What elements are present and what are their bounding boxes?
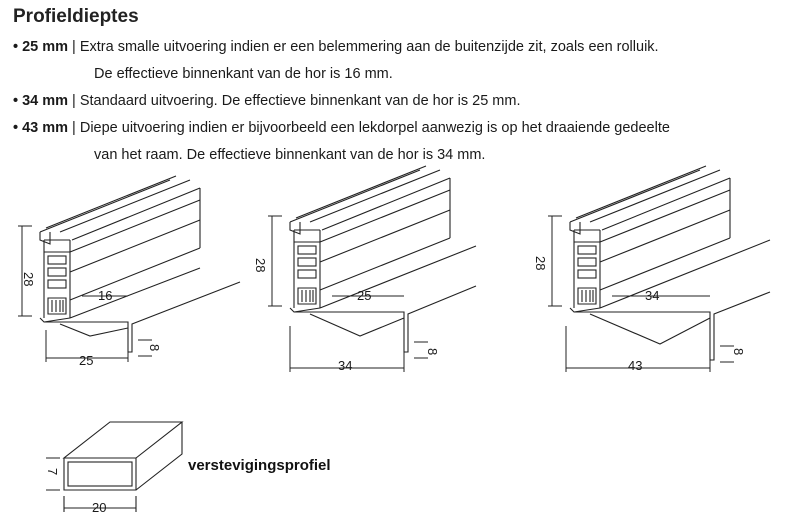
list-item: • 43 mm | Diepe uitvoering indien er bijvoorbeeld een lekdorpel aanwezig is op het draaiende gedeelte (13, 120, 670, 136)
dim-depth: 25 (79, 353, 94, 368)
dim-height: 28 (533, 256, 548, 271)
dim-inner: 16 (98, 288, 113, 303)
profile-drawing-34mm (268, 166, 476, 372)
page-title: Profieldieptes (13, 6, 139, 27)
dim-flange: 8 (425, 348, 440, 356)
profile-drawing-43mm (548, 166, 770, 372)
dim-inner: 34 (645, 288, 660, 303)
dim-height: 7 (45, 468, 60, 476)
profile-drawing-25mm (18, 176, 240, 362)
dim-width: 20 (92, 500, 107, 515)
dim-flange: 8 (147, 344, 162, 352)
size-label: 34 mm (22, 93, 69, 109)
list-item: • 25 mm | Extra smalle uitvoering indien er een belemmering aan de buitenzijde zit, zoals een rolluik. (13, 39, 659, 55)
list-item: • 34 mm | Standaard uitvoering. De effectieve binnenkant van de hor is 25 mm. (13, 93, 521, 109)
dim-depth: 34 (338, 358, 353, 373)
list-item-continuation: De effectieve binnenkant van de hor is 16 mm. (94, 66, 393, 82)
size-label: 25 mm (22, 39, 69, 55)
list-item-continuation: van het raam. De effectieve binnenkant van de hor is 34 mm. (94, 147, 486, 163)
dim-inner: 25 (357, 288, 372, 303)
stiffener-label: verstevigingsprofiel (188, 457, 331, 474)
dim-depth: 43 (628, 358, 643, 373)
dim-height: 28 (21, 272, 36, 287)
dim-height: 28 (253, 258, 268, 273)
size-label: 43 mm (22, 120, 69, 136)
dim-flange: 8 (731, 348, 746, 356)
stiffener-drawing (46, 422, 182, 512)
